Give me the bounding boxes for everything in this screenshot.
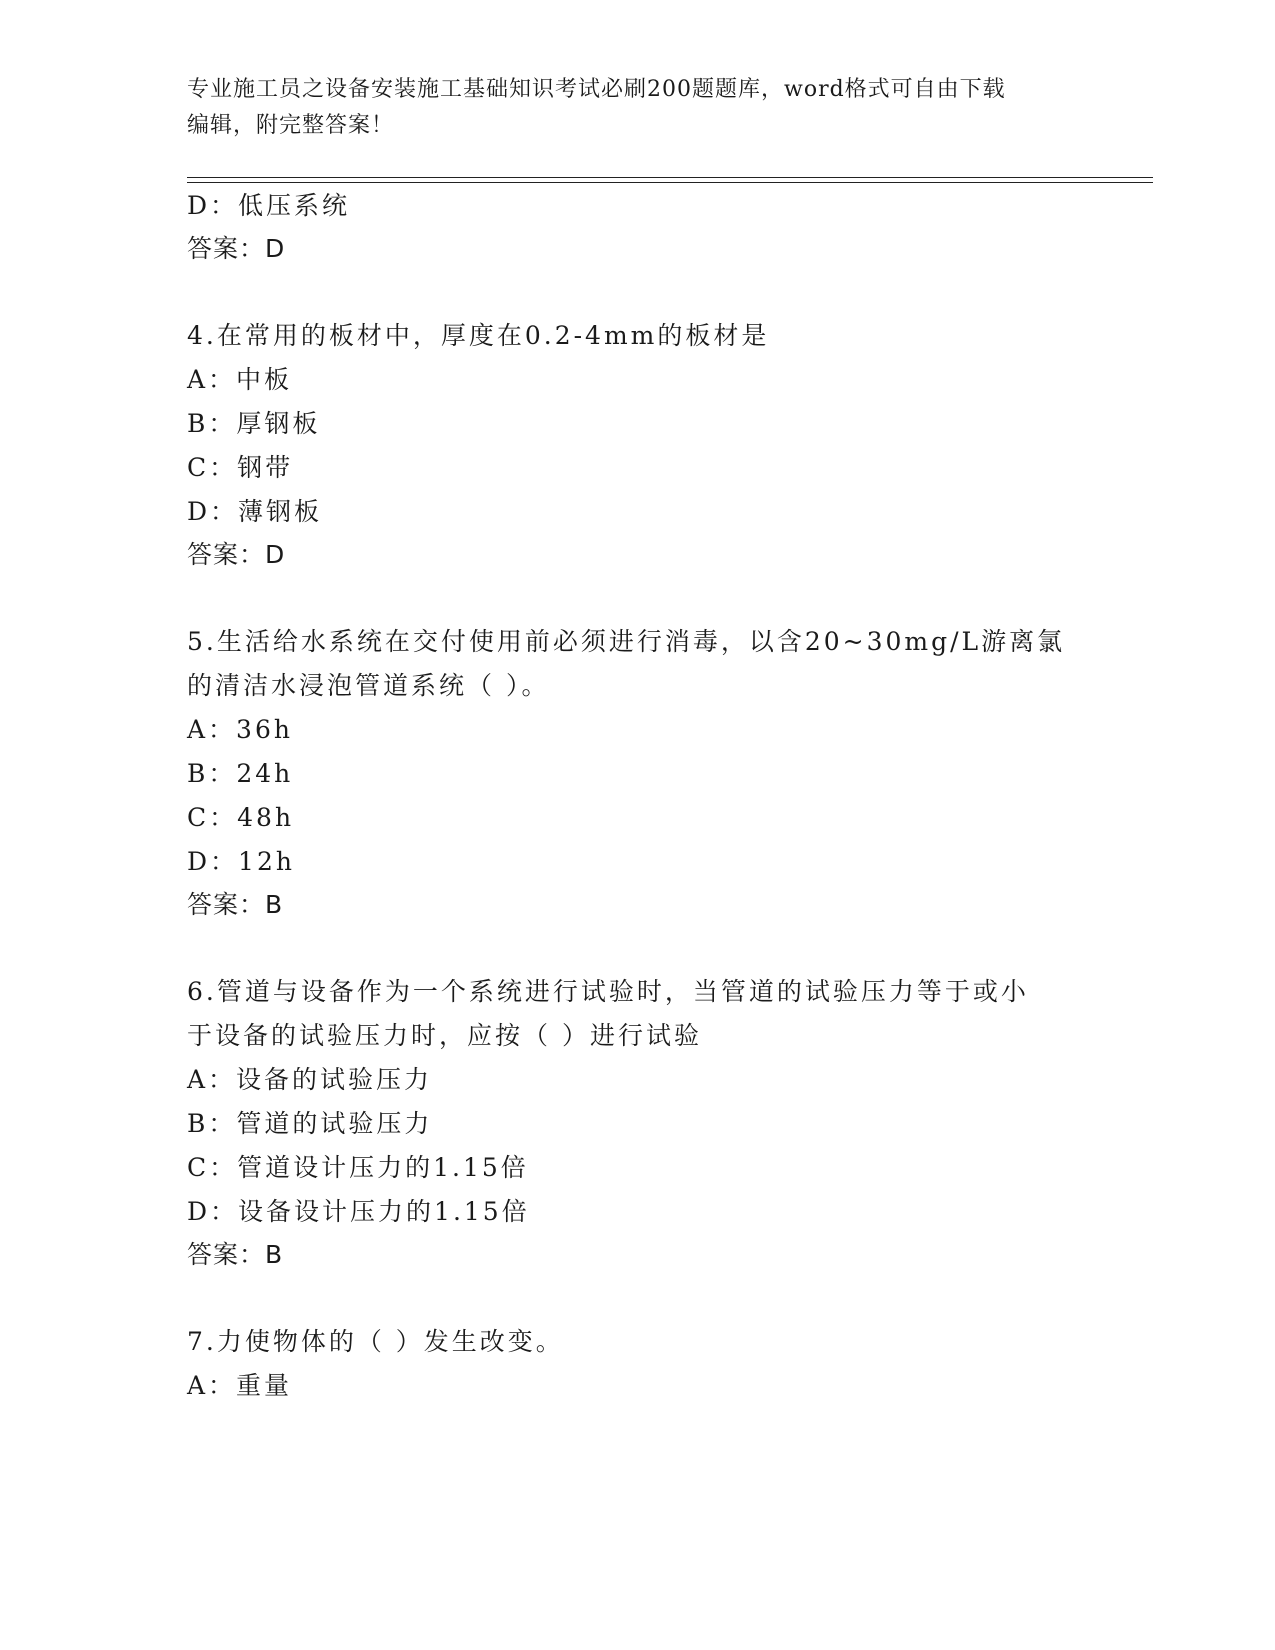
- q5-option-b: B：24h: [187, 759, 294, 788]
- q4-option-b: B：厚钢板: [187, 409, 321, 438]
- q5-answer: 答案：B: [187, 890, 284, 919]
- header-line-1: 专业施工员之设备安装施工基础知识考试必刷200题题库，word格式可自由下载: [187, 77, 1006, 102]
- q5-stem-line-2: 的清洁水浸泡管道系统（ ）。: [187, 671, 550, 700]
- q6-option-b: B：管道的试验压力: [187, 1109, 433, 1138]
- q4-stem: 4.在常用的板材中，厚度在0.2-4mm的板材是: [187, 321, 770, 350]
- q6-option-c: C：管道设计压力的1.15倍: [187, 1153, 529, 1182]
- q5-option-a: A：36h: [187, 715, 293, 744]
- document-header: [187, 72, 1067, 144]
- q7-stem: 7.力使物体的（ ）发生改变。: [187, 1327, 564, 1356]
- q4-option-a: A：中板: [187, 365, 293, 394]
- q6-stem-line-2: 于设备的试验压力时，应按（ ）进行试验: [187, 1021, 702, 1050]
- q3-answer: 答案：D: [187, 234, 286, 263]
- q5-stem-line-1: 5.生活给水系统在交付使用前必须进行消毒，以含20~30mg/L游离氯: [187, 627, 1066, 656]
- q6-answer: 答案：B: [187, 1240, 284, 1269]
- q5-option-d: D：12h: [187, 847, 295, 876]
- header-divider-top: [187, 177, 1153, 178]
- q6-stem-line-1: 6.管道与设备作为一个系统进行试验时，当管道的试验压力等于或小: [187, 977, 1029, 1006]
- q4-answer: 答案：D: [187, 540, 286, 569]
- q7-option-a: A：重量: [187, 1371, 293, 1400]
- q5-option-c: C：48h: [187, 803, 295, 832]
- q4-option-c: C：钢带: [187, 453, 294, 482]
- q6-option-d: D：设备设计压力的1.15倍: [187, 1197, 530, 1226]
- header-divider-bottom: [187, 182, 1153, 183]
- q3-option-d: D：低压系统: [187, 191, 351, 220]
- header-line-2: 编辑，附完整答案！: [187, 113, 395, 138]
- q6-option-a: A：设备的试验压力: [187, 1065, 433, 1094]
- q4-option-d: D：薄钢板: [187, 497, 323, 526]
